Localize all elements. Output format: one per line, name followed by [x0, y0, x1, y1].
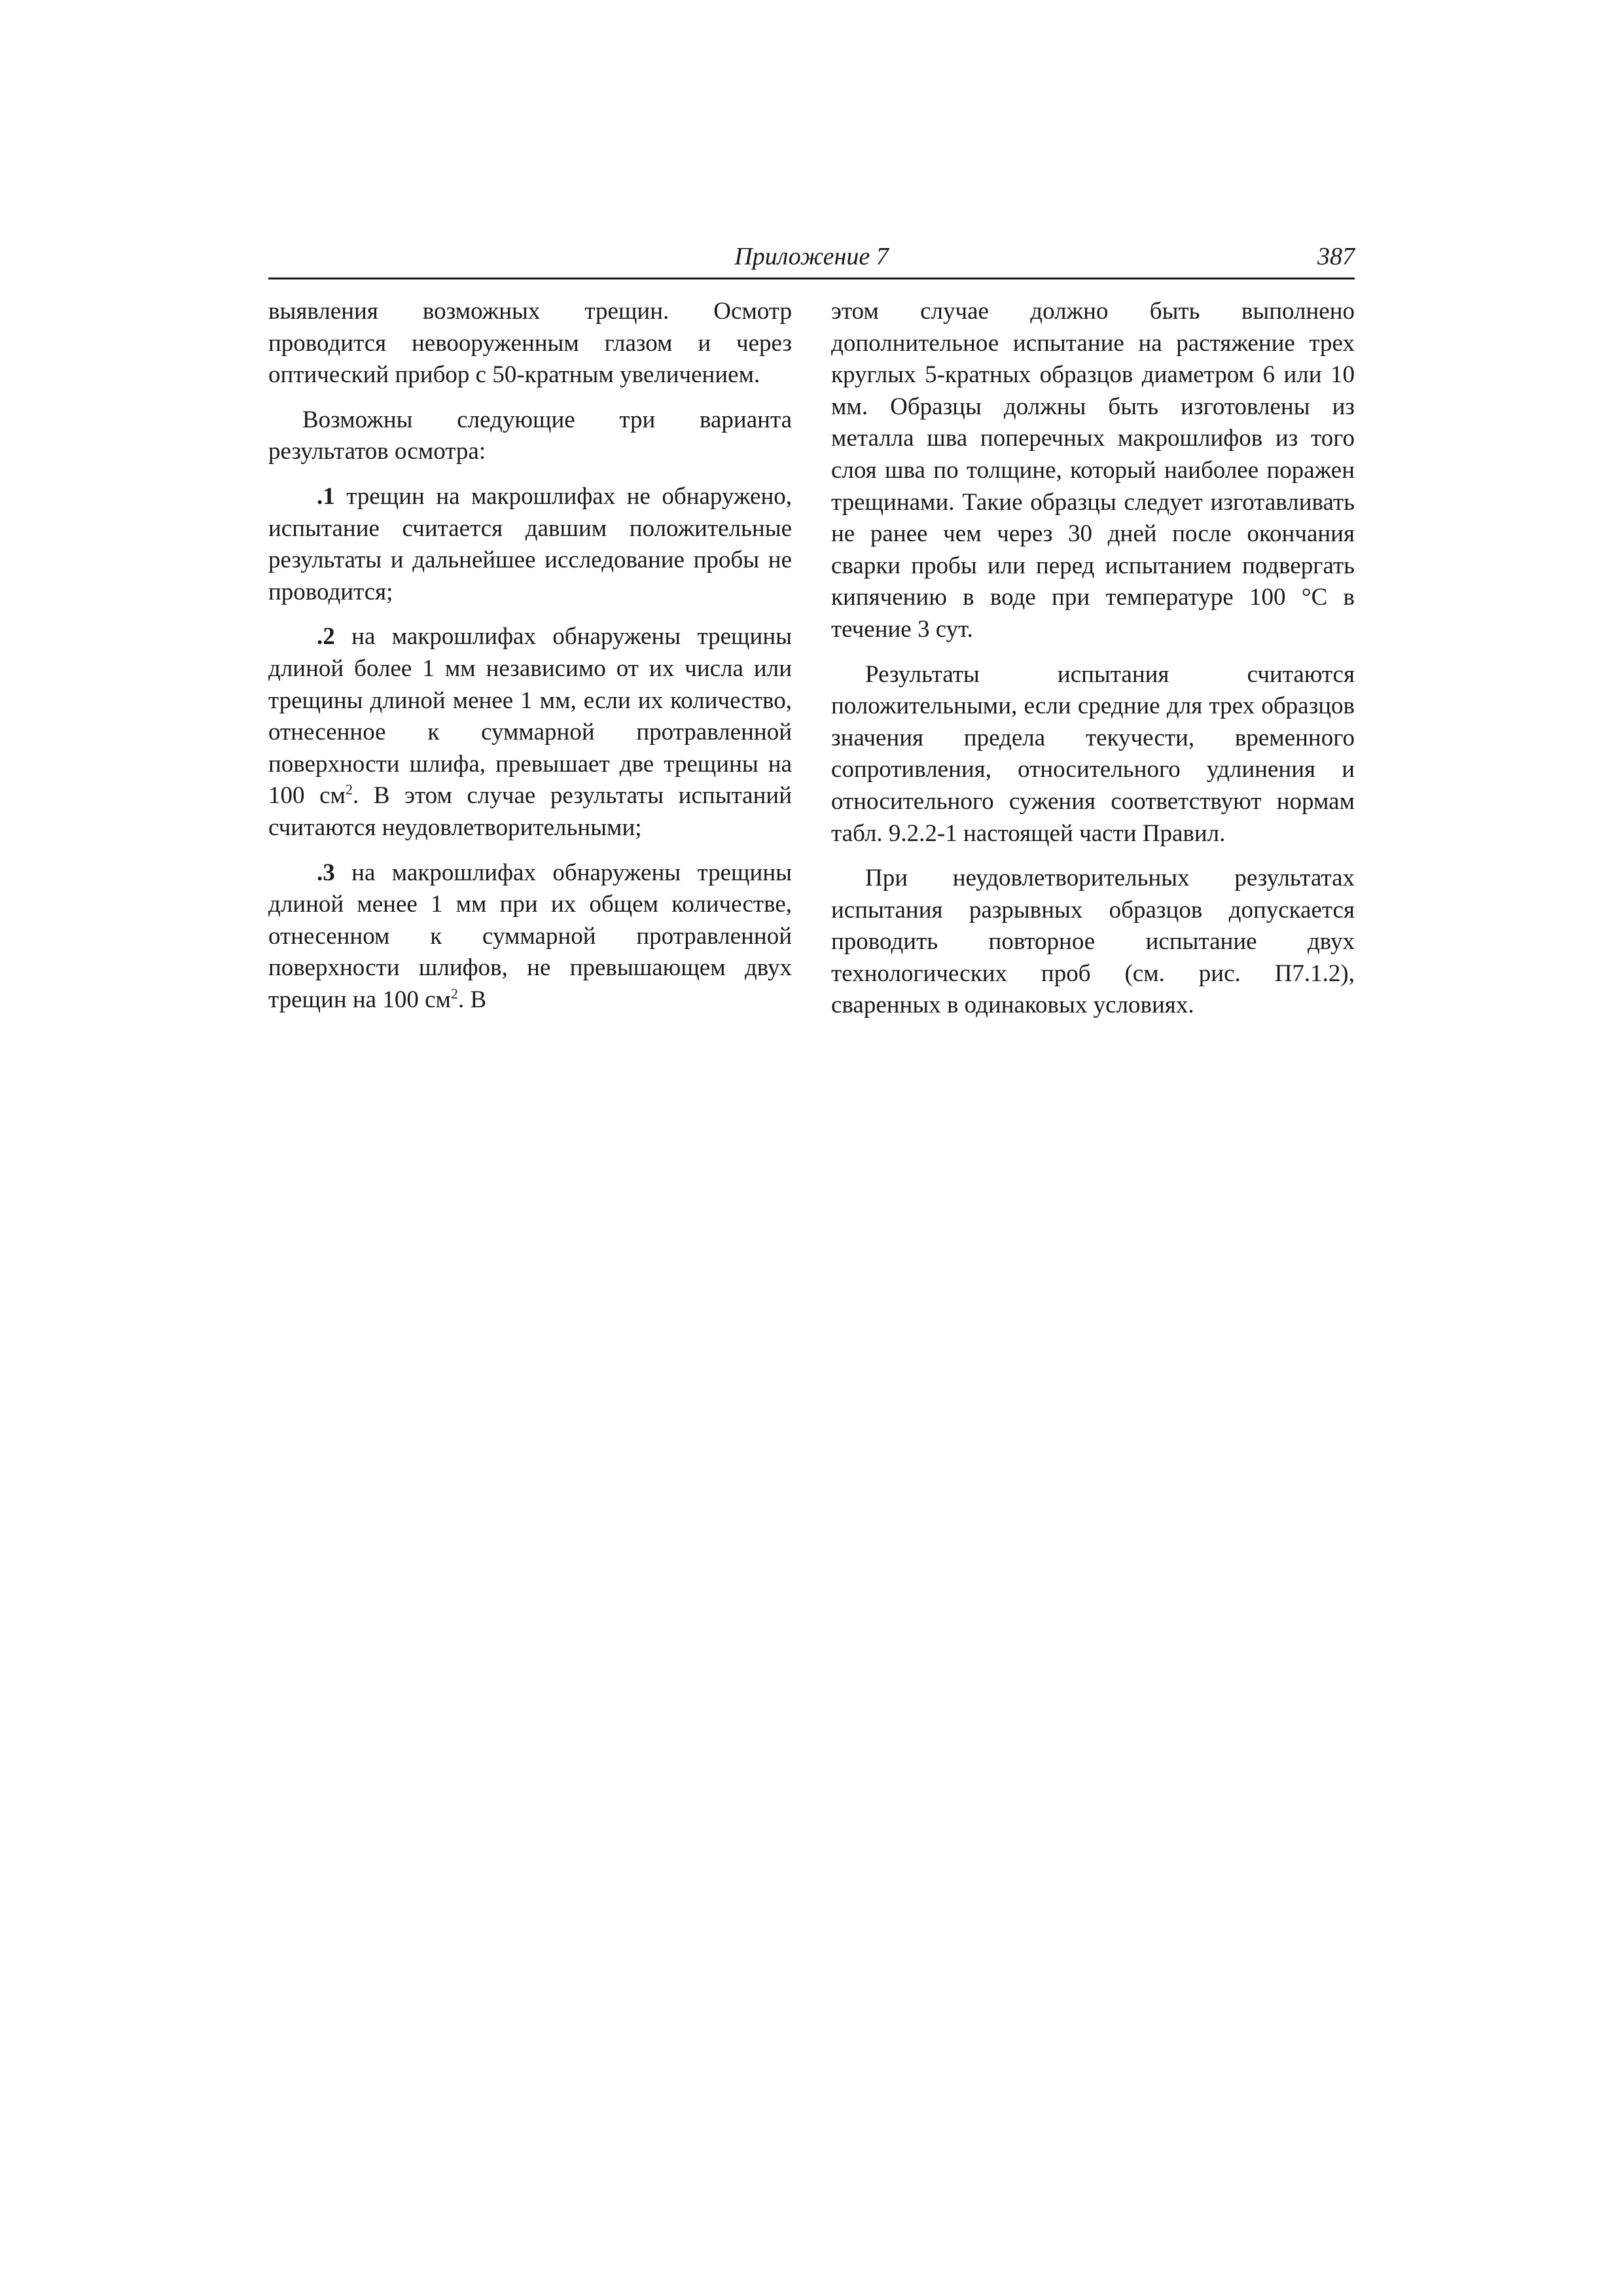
list-item-2 — [268, 621, 792, 844]
item-number: .1 — [317, 482, 335, 510]
paragraph-results: Результаты испытания считаются положительными, если средние для трех образцов значения предела текучести, временного сопротивления, относительного удлинения и относительного сужения соответствуют нормам табл. 9.2.2-1 настоящей части Правил. — [831, 660, 1355, 847]
paragraph-retest: При неудовлетворительных результатах испытания разрывных образцов допускается проводить повторное испытание двух технологических проб (см. рис. П7.1.2), сваренных в одинаковых условиях. — [831, 865, 1355, 1019]
item-text: трещин на макрошлифах не обнаружено, испытание считается давшим положительные результаты и дальнейшее исследование пробы не проводится; — [268, 482, 792, 605]
item-text-tail: . В этом случае результаты испытаний считаются неудовлетворительными; — [268, 782, 792, 841]
paragraph-continuation: выявления возможных трещин. Осмотр проводится невооруженным глазом и через оптический прибор с 50-кратным увеличением. — [268, 298, 792, 389]
paragraph-variants-intro: Возможны следующие три варианта результатов осмотра: — [268, 406, 792, 465]
superscript: 2 — [450, 985, 458, 1002]
paragraph-continuation: этом случае должно быть выполнено дополнительное испытание на растяжение трех круглых 5-кратных образцов диаметром 6 или 10 мм. Образцы должны быть изготовлены из металла шва поперечных макрошлифов из того слоя шва по толщине, который наиболее поражен трещинами. Такие образцы следует изготавливать не ранее чем через 30 дней после окончания сварки пробы или перед испытанием подвергать кипячению в воде при температуре 100 °С в течение 3 сут. — [831, 298, 1355, 643]
item-text-tail: . В — [457, 986, 487, 1013]
left-column — [268, 296, 792, 1029]
page-number: 387 — [1317, 243, 1355, 270]
running-header — [268, 240, 1355, 279]
superscript: 2 — [345, 781, 353, 798]
item-text: на макрошлифах обнаружены трещины длиной менее 1 мм при их общем количестве, отнесенном к суммарной протравленной поверхности шлифов, не превышающем двух трещин на 100 см — [268, 859, 792, 1013]
header-title: Приложение 7 — [734, 243, 889, 270]
right-column — [831, 296, 1355, 1035]
item-text: на макрошлифах обнаружены трещины длиной более 1 мм независимо от их числа или трещины длиной менее 1 мм, если их количество, отнесенное к суммарной протравленной поверхности шлифа, превышает две трещины на 100 см — [268, 623, 792, 810]
item-number: .3 — [317, 859, 335, 886]
item-number: .2 — [317, 623, 335, 651]
list-item-3 — [268, 857, 792, 1016]
list-item-1 — [268, 481, 792, 608]
